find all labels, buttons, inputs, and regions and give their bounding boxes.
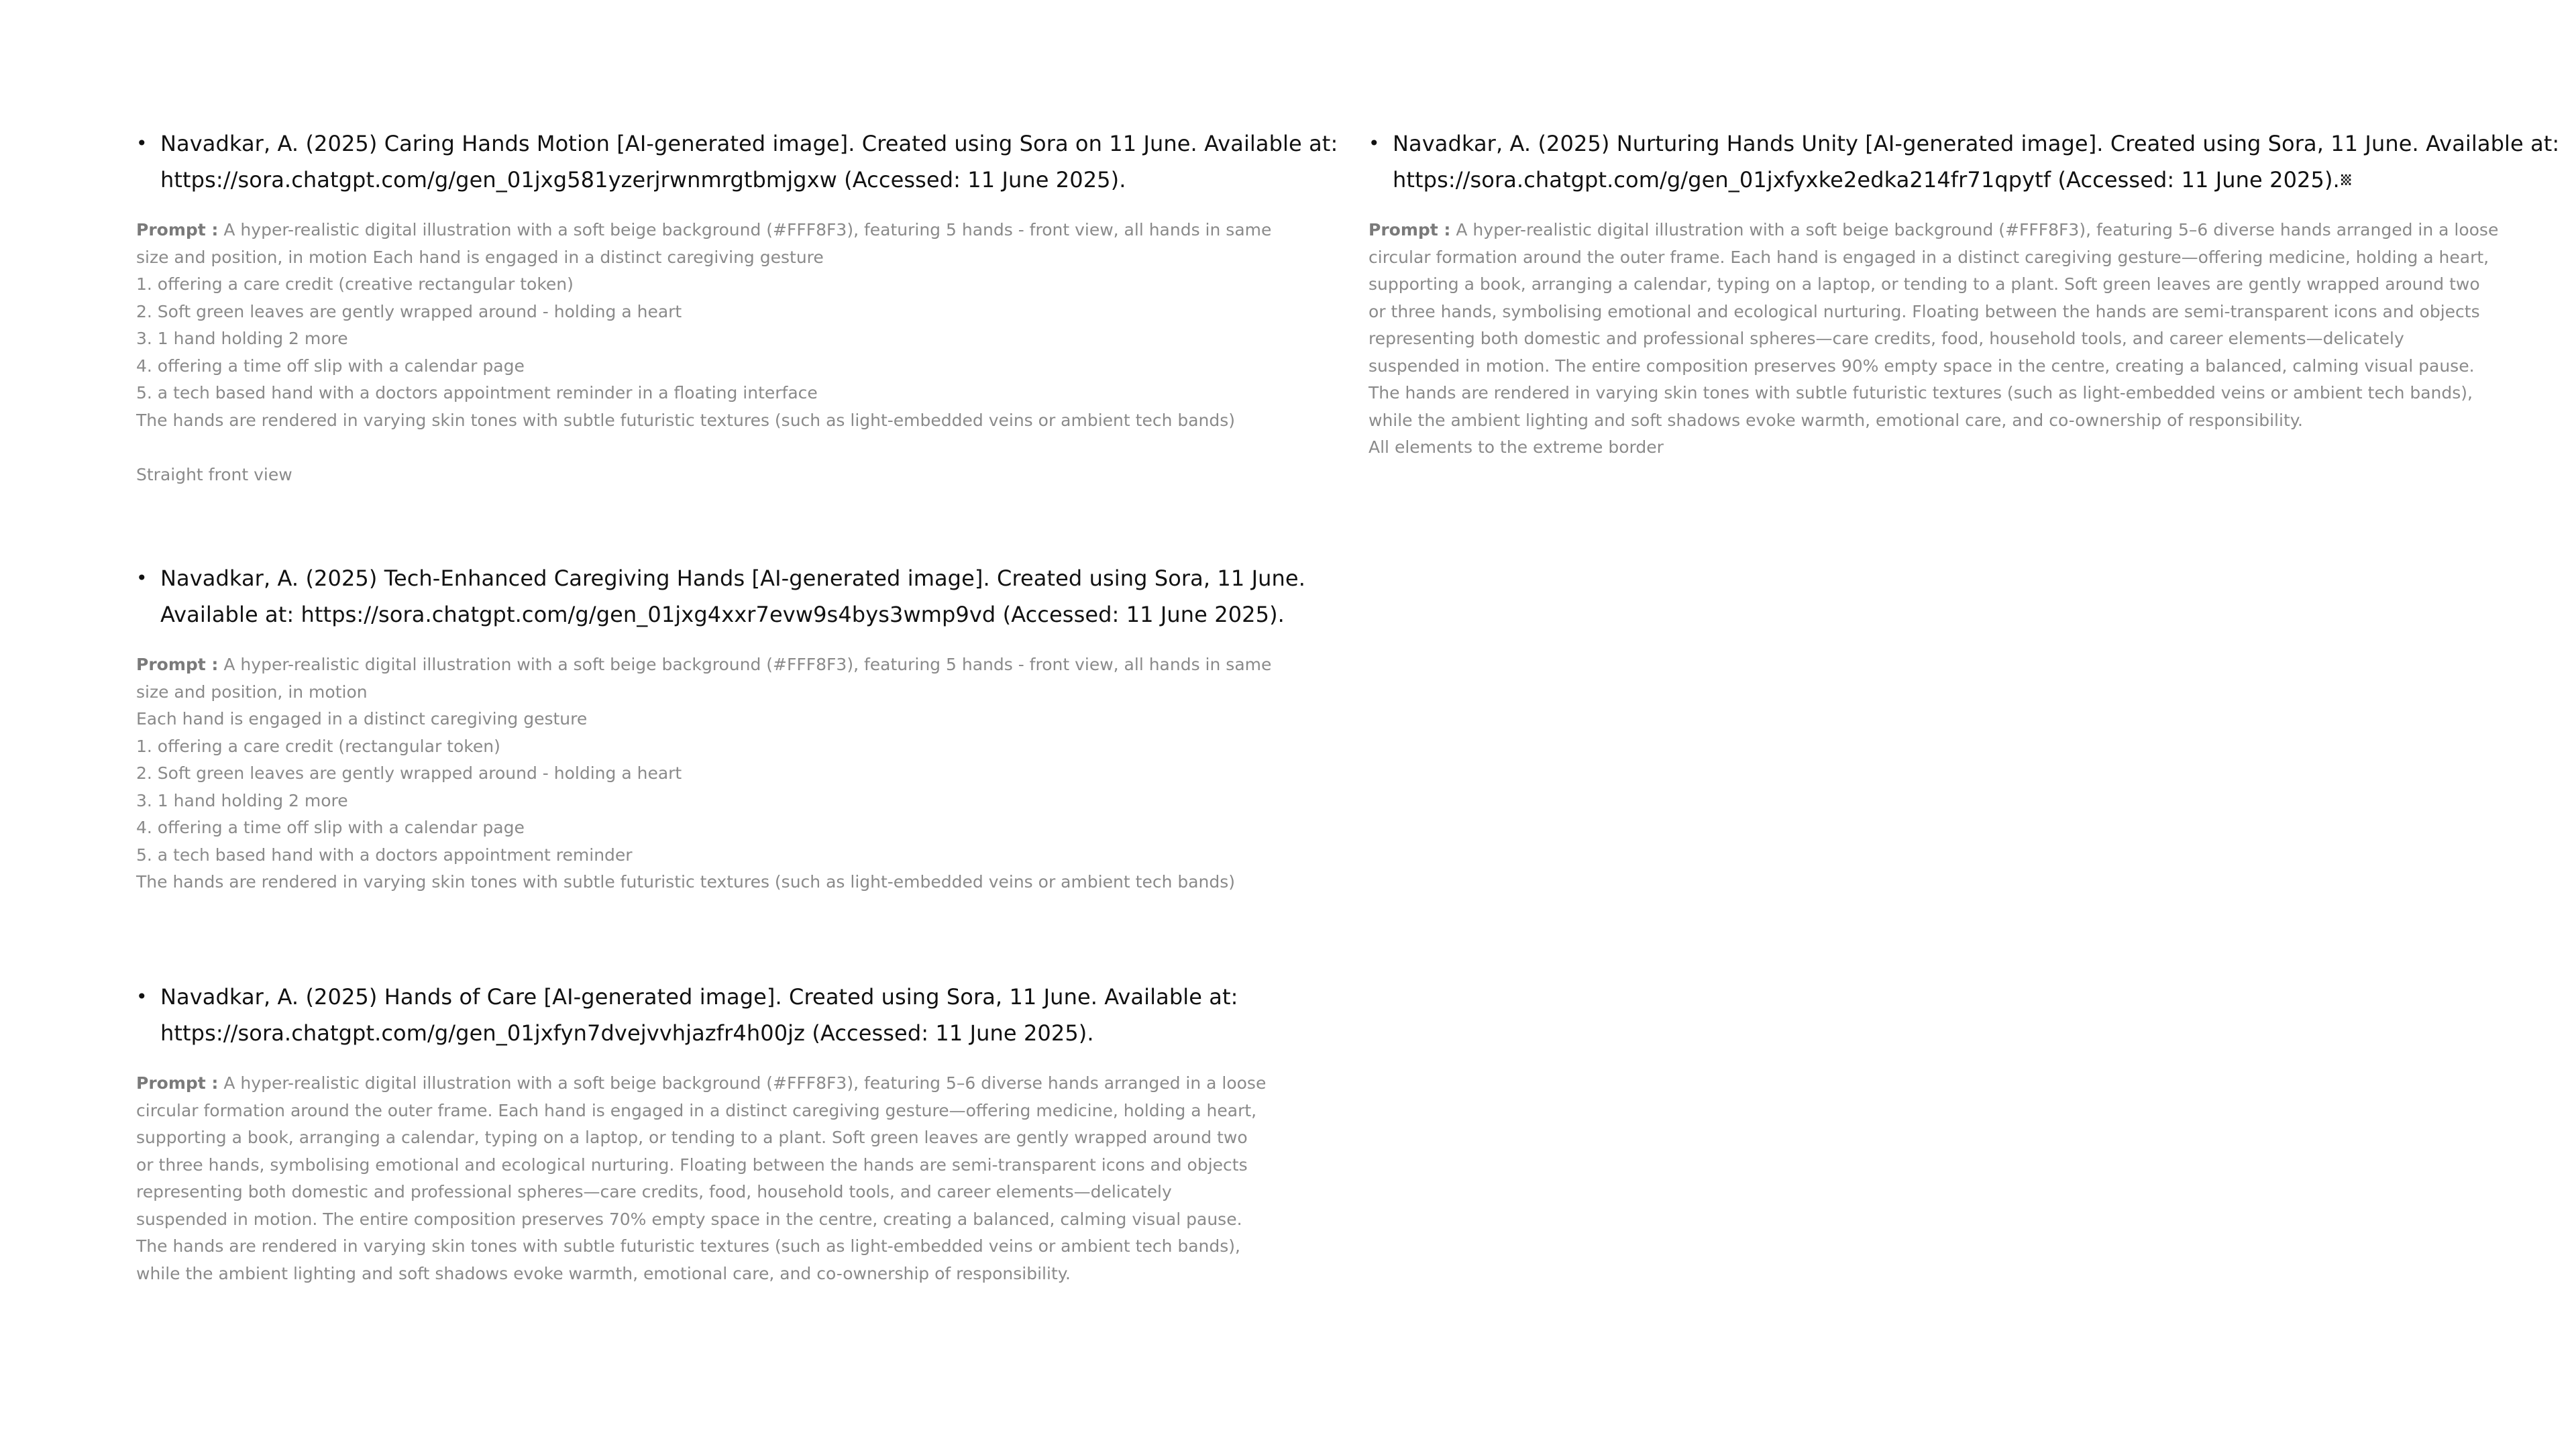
citation-line: https://sora.chatgpt.com/g/gen_01jxfyxke2edka214fr71qpytf (Accessed: 11 June 2025).␧	[1393, 167, 2353, 193]
bullet-marker: •	[136, 567, 148, 589]
prompt-block	[1368, 217, 2499, 462]
prompt-line: The hands are rendered in varying skin tones with subtle futuristic textures (such as light-embedded veins or ambient tech bands)	[136, 872, 1236, 892]
bullet-marker: •	[136, 132, 148, 154]
prompt-line: size and position, in motion	[136, 682, 368, 702]
prompt-line: while the ambient lighting and soft shadows evoke warmth, emotional care, and co-ownership of responsibility.	[136, 1263, 1071, 1283]
prompt-first-line	[136, 651, 1272, 679]
citation-line: Available at: https://sora.chatgpt.com/g/gen_01jxg4xxr7evw9s4bys3wmp9vd (Accessed: 11 June 2025).	[160, 602, 1285, 627]
prompt-line: or three hands, symbolising emotional and ecological nurturing. Floating between the hands are semi-transparent icons and objects	[136, 1155, 1248, 1175]
citation-line: Navadkar, A. (2025) Hands of Care [AI-generated image]. Created using Sora, 11 June. Available at:	[160, 984, 1238, 1010]
prompt-line: 3. 1 hand holding 2 more	[136, 790, 348, 810]
prompt-line: The hands are rendered in varying skin tones with subtle futuristic textures (such as light-embedded veins or ambient tech bands),	[1368, 383, 2473, 402]
citation	[1368, 125, 2560, 198]
prompt-line: circular formation around the outer frame. Each hand is engaged in a distinct caregiving gesture—offering medicine, holding a heart,	[136, 1100, 1257, 1120]
citation-line: Navadkar, A. (2025) Nurturing Hands Unity [AI-generated image]. Created using Sora, 11 June. Available at:	[1393, 131, 2560, 156]
prompt-line: 4. offering a time off slip with a calendar page	[136, 356, 525, 376]
prompt-text: A hyper-realistic digital illustration with a soft beige background (#FFF8F3), featuring 5 hands - front view, all hands in same	[218, 220, 1272, 239]
prompt-first-line	[136, 217, 1272, 244]
prompt-first-line	[136, 1070, 1267, 1097]
paragraph-gap	[136, 434, 1236, 462]
reference-entry-3	[136, 979, 1267, 1287]
citation	[136, 979, 1236, 1051]
prompt-text: A hyper-realistic digital illustration with a soft beige background (#FFF8F3), featuring 5–6 diverse hands arranged in a loose	[1450, 220, 2499, 239]
citation-text	[160, 560, 1305, 633]
prompt-line: Straight front view	[136, 464, 292, 484]
prompt-line: Each hand is engaged in a distinct caregiving gesture	[136, 709, 588, 729]
prompt-line: supporting a book, arranging a calendar, typing on a laptop, or tending to a plant. Soft green leaves are gently wrapped around two	[136, 1128, 1248, 1147]
reference-entry-2	[136, 560, 1305, 896]
prompt-line: representing both domestic and professional spheres—care credits, food, household tools, and career elements—delicately	[136, 1182, 1172, 1201]
prompt-line: The hands are rendered in varying skin tones with subtle futuristic textures (such as light-embedded veins or ambient tech bands)	[136, 410, 1236, 430]
citation-line: https://sora.chatgpt.com/g/gen_01jxfyn7dvejvvhjazfr4h00jz (Accessed: 11 June 2025).	[160, 1020, 1094, 1046]
prompt-line: suspended in motion. The entire composition preserves 70% empty space in the centre, creating a balanced, calming visual pause.	[136, 1209, 1242, 1229]
prompt-line: 2. Soft green leaves are gently wrapped around - holding a heart	[136, 301, 682, 321]
prompt-text: A hyper-realistic digital illustration with a soft beige background (#FFF8F3), featuring 5 hands - front view, all hands in same	[218, 655, 1272, 674]
prompt-first-line	[1368, 217, 2499, 244]
prompt-label: Prompt :	[1368, 220, 1451, 239]
prompt-line: 4. offering a time off slip with a calendar page	[136, 818, 525, 837]
prompt-line: while the ambient lighting and soft shadows evoke warmth, emotional care, and co-ownership of responsibility.	[1368, 410, 2303, 430]
citation-line: Navadkar, A. (2025) Tech-Enhanced Caregiving Hands [AI-generated image]. Created using Sora, 11 June.	[160, 566, 1305, 591]
citation-text	[1393, 125, 2560, 198]
prompt-line: representing both domestic and professional spheres—care credits, food, household tools, and career elements—delicately	[1368, 329, 2404, 348]
citation-text	[160, 125, 1338, 198]
prompt-line: 3. 1 hand holding 2 more	[136, 329, 348, 348]
prompt-line: circular formation around the outer frame. Each hand is engaged in a distinct caregiving gesture—offering medicine, holding a heart,	[1368, 247, 2489, 267]
citation	[136, 125, 1338, 198]
citation-line: https://sora.chatgpt.com/g/gen_01jxg581yzerjrwnmrgtbmjgxw (Accessed: 11 June 2025).	[160, 167, 1126, 193]
prompt-block	[136, 217, 1272, 488]
prompt-block	[136, 1070, 1267, 1287]
citation-line: Navadkar, A. (2025) Caring Hands Motion [AI-generated image]. Created using Sora on 11 June. Available at:	[160, 131, 1338, 156]
prompt-block	[136, 651, 1272, 896]
prompt-line: suspended in motion. The entire composition preserves 90% empty space in the centre, creating a balanced, calming visual pause.	[1368, 356, 2475, 376]
reference-entry-1	[136, 125, 1338, 488]
prompt-text: A hyper-realistic digital illustration with a soft beige background (#FFF8F3), featuring 5–6 diverse hands arranged in a loose	[218, 1073, 1267, 1093]
prompt-line: 1. offering a care credit (rectangular token)	[136, 736, 500, 756]
prompt-label: Prompt :	[136, 220, 219, 239]
prompt-line: 1. offering a care credit (creative rectangular token)	[136, 274, 574, 294]
prompt-line: The hands are rendered in varying skin tones with subtle futuristic textures (such as light-embedded veins or ambient tech bands),	[136, 1236, 1240, 1256]
prompt-line: or three hands, symbolising emotional and ecological nurturing. Floating between the hands are semi-transparent icons and objects	[1368, 301, 2480, 321]
bullet-marker: •	[1368, 132, 1380, 154]
reference-entry-4	[1368, 125, 2560, 462]
citation-text	[160, 979, 1247, 1051]
prompt-line: supporting a book, arranging a calendar, typing on a laptop, or tending to a plant. Soft green leaves are gently wrapped around two	[1368, 274, 2480, 294]
citation	[136, 560, 1305, 633]
prompt-line: All elements to the extreme border	[1368, 437, 1664, 457]
prompt-label: Prompt :	[136, 655, 219, 674]
prompt-line: 5. a tech based hand with a doctors appointment reminder	[136, 845, 633, 865]
prompt-line: 2. Soft green leaves are gently wrapped around - holding a heart	[136, 763, 682, 783]
prompt-line: size and position, in motion Each hand is engaged in a distinct caregiving gesture	[136, 247, 824, 267]
prompt-label: Prompt :	[136, 1073, 219, 1093]
bullet-marker: •	[136, 985, 148, 1008]
prompt-line: 5. a tech based hand with a doctors appointment reminder in a floating interface	[136, 383, 818, 402]
